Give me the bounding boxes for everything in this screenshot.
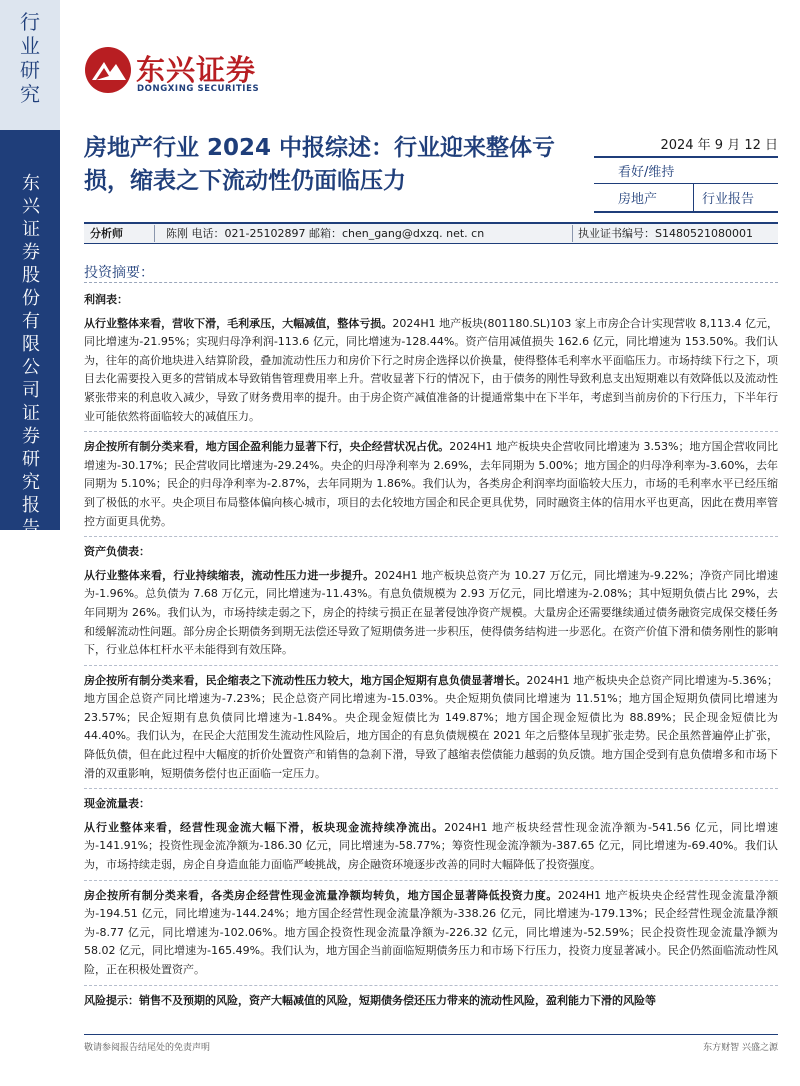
sidebar xyxy=(0,0,60,1086)
report-title: 房地产行业 2024 中报综述：行业迎来整体亏损，缩表之下流动性仍面临压力 xyxy=(84,135,556,194)
company-logo xyxy=(84,46,284,96)
risk-body: 销售不及预期的风险，资产大幅减值的风险，短期债务偿还压力带来的流动性风险，盈利能力下滑的风险等 xyxy=(139,993,656,1007)
paragraph-body: 2024H1 地产板块经营性现金流净额为-541.56 亿元，同比增速为-141.91%；投资性现金流净额为-186.30 亿元，同比增速为-58.77%；筹资性现金流净额为-387.65 亿元，同比增速为-69.40%。我们认为，市场持续走弱，房企自身造血能力面临严峻挑战，房企融资环境逐步改善的同时大幅降低了投资强度。 xyxy=(84,820,779,872)
risk-warning xyxy=(84,992,778,1011)
paragraph-lead: 房企按所有制分类来看，民企缩表之下流动性压力较大，地方国企短期有息负债显著增长。 xyxy=(84,673,527,687)
analyst-label: 分析师 xyxy=(90,227,123,240)
paragraph-body: 2024H1 地产板块央企营收同比增速为 3.53%；地方国企营收同比增速为-30.17%；民企营收同比增速为-29.24%。央企的归母净利率为 2.69%，去年同期为 5.00%；地方国企的归母净利率为-3.60%，去年同期为 5.10%；民企的归母净利率为-2.87%，去年同期为 1.86%。我们认为，各类房企利润率均面临较大压力，市场的毛利率水平已经压缩到了极低的水平。央企项目布局整体偏向核心城市，项目的去化较地方国企和民企更具优势，同时融资主体的信用水平也更高，因此在费用率管控方面更具优势。 xyxy=(84,440,779,528)
analyst-bar xyxy=(84,222,778,244)
analyst-cert: 执业证书编号：S1480521080001 xyxy=(578,227,753,240)
risk-lead: 风险提示： xyxy=(84,993,139,1007)
paragraph-lead: 房企按所有制分类来看，各类房企经营性现金流量净额均转负，地方国企显著降低投资力度。 xyxy=(84,888,558,902)
divider xyxy=(84,880,778,881)
abstract-heading: 投资摘要： xyxy=(84,265,154,281)
paragraph xyxy=(84,567,778,660)
analyst-divider xyxy=(154,225,155,242)
abstract-content xyxy=(84,290,778,1015)
footer-slogan: 东方财智 兴盛之源 xyxy=(703,1043,778,1053)
sidebar-company-label: 东兴证券股份有限公司证券研究报告 xyxy=(22,173,40,539)
footer-divider xyxy=(84,1034,778,1035)
paragraph xyxy=(84,887,778,980)
report-sector: 房地产 xyxy=(594,184,694,211)
paragraph xyxy=(84,819,778,875)
section-title-cashflow: 现金流量表： xyxy=(84,797,150,811)
paragraph-lead: 从行业整体来看，行业持续缩表，流动性压力进一步提升。 xyxy=(84,568,375,582)
paragraph-body: 2024H1 地产板块(801180.SL)103 家上市房企合计实现营收 8,113.4 亿元，同比增速为-21.95%；实现归母净利润-113.6 亿元，同比增速为-128.44%。资产信用减值损失 162.6 亿元，同比增速为 153.50%。我们认为，往年的高价地块进入结算阶段，叠加流动性压力和房价下行之时房企选择以价换量，使得整体毛利率水平面临压力。市场持续下行之下，项目去化需要投入更多的营销成本导致销售管理费用率上升。营收显著下行的情况下，由于债务的刚性导致利息支出短期难以有效降低以及流动性紧张带来的利息收入减少，导致了财务费用率的提升。由于房企资产减值准备的计提通常集中在下半年，考虑到当前房价的下行压力，下半年行业可能依然将面临较大的减值压力。 xyxy=(84,316,778,423)
sidebar-category xyxy=(0,0,60,130)
divider xyxy=(84,985,778,986)
paragraph-body: 2024H1 地产板块央企经营性现金流量净额为-194.51 亿元，同比增速为-144.24%；地方国企经营性现金流量净额为-338.26 亿元，同比增速为-179.13%；民企经营性现金流量净额为-8.77 亿元，同比增速为-102.06%。地方国企投资性现金流量净额为-226.32 亿元，同比增速为-52.59%；民企投资性现金流量净额为 58.02 亿元，同比增速为-165.49%。我们认为，地方国企当前面临短期债务压力和市场下行压力，投资力度显著减小。民企仍然面临流动性风险，正在积极处置资产。 xyxy=(84,888,779,976)
logo-emblem-icon xyxy=(84,46,132,94)
logo-en: DONGXING SECURITIES xyxy=(137,84,260,94)
footer-disclaimer: 敬请参阅报告结尾处的免责声明 xyxy=(84,1043,211,1053)
paragraph xyxy=(84,315,778,427)
sidebar-category-label: 行业研究 xyxy=(20,10,40,106)
report-date: 2024 年 9 月 12 日 xyxy=(594,134,778,158)
report-meta xyxy=(594,134,778,213)
report-type: 行业报告 xyxy=(702,192,755,207)
report-rating: 看好/维持 xyxy=(594,158,778,184)
divider xyxy=(84,788,778,789)
paragraph xyxy=(84,672,778,784)
paragraph-lead: 房企按所有制分类来看，地方国企盈利能力显著下行，央企经营状况占优。 xyxy=(84,440,450,454)
paragraph-body: 2024H1 地产板块总资产为 10.27 万亿元，同比增速为-9.22%；净资产同比增速为-1.96%。总负债为 7.68 万亿元，同比增速为-11.43%。有息负债规模为 2.93 万亿元，同比增速为-2.08%；其中短期负债占比 29%，去年同期为 26%。我们认为，市场持续走弱之下，房企的持续亏损正在显著侵蚀净资产规模。大量房企还需要继续通过债务融资完成保交楼任务和缓解流动性问题。部分房企长期债务到期无法偿还导致了短期债务进一步积压，使得债务结构进一步恶化。在资产价值下滑和债务刚性的影响下，行业总体杠杆水平未能得到有效压降。 xyxy=(84,568,778,657)
abstract-divider xyxy=(84,282,778,283)
analyst-contact: 陈刚 电话：021-25102897 邮箱：chen_gang@dxzq. net. cn xyxy=(166,227,485,240)
sidebar-company xyxy=(0,130,60,539)
divider xyxy=(84,431,778,432)
logo-cn: 东兴证券 xyxy=(136,53,257,87)
paragraph-lead: 从行业整体来看，营收下滑，毛利承压，大幅减值，整体亏损。 xyxy=(84,316,393,330)
section-title-balance: 资产负债表： xyxy=(84,545,150,559)
section-title-income: 利润表： xyxy=(84,293,128,306)
paragraph xyxy=(84,438,778,531)
report-tags xyxy=(594,184,778,213)
divider xyxy=(84,536,778,537)
paragraph-lead: 从行业整体来看，经营性现金流大幅下滑，板块现金流持续净流出。 xyxy=(84,820,445,834)
divider xyxy=(84,665,778,666)
paragraph-body: 2024H1 地产板块央企总资产同比增速为-5.36%；地方国企总资产同比增速为-7.23%；民企总资产同比增速为-15.03%。央企短期负债同比增速为 11.51%；地方国企短期负债同比增速为 23.57%；民企短期有息负债同比增速为-1.84%。央企现金短债比为 149.87%；地方国企现金短债比为 88.89%；民企现金短债比为 44.40%。我们认为，在民企大范围发生流动性风险后，地方国企的有息负债规模在 2021 年之后整体呈现扩张走势。民企虽然普遍停止扩张，降低负债，但在此过程中大幅度的折价处置资产和销售的急刹下滑，导致了越缩表偿债能力越弱的负反馈。地方国企受到有息负债增多和市场下滑的双重影响，短期债务偿付也正面临一定压力。 xyxy=(84,673,778,780)
analyst-divider-2 xyxy=(572,225,573,242)
